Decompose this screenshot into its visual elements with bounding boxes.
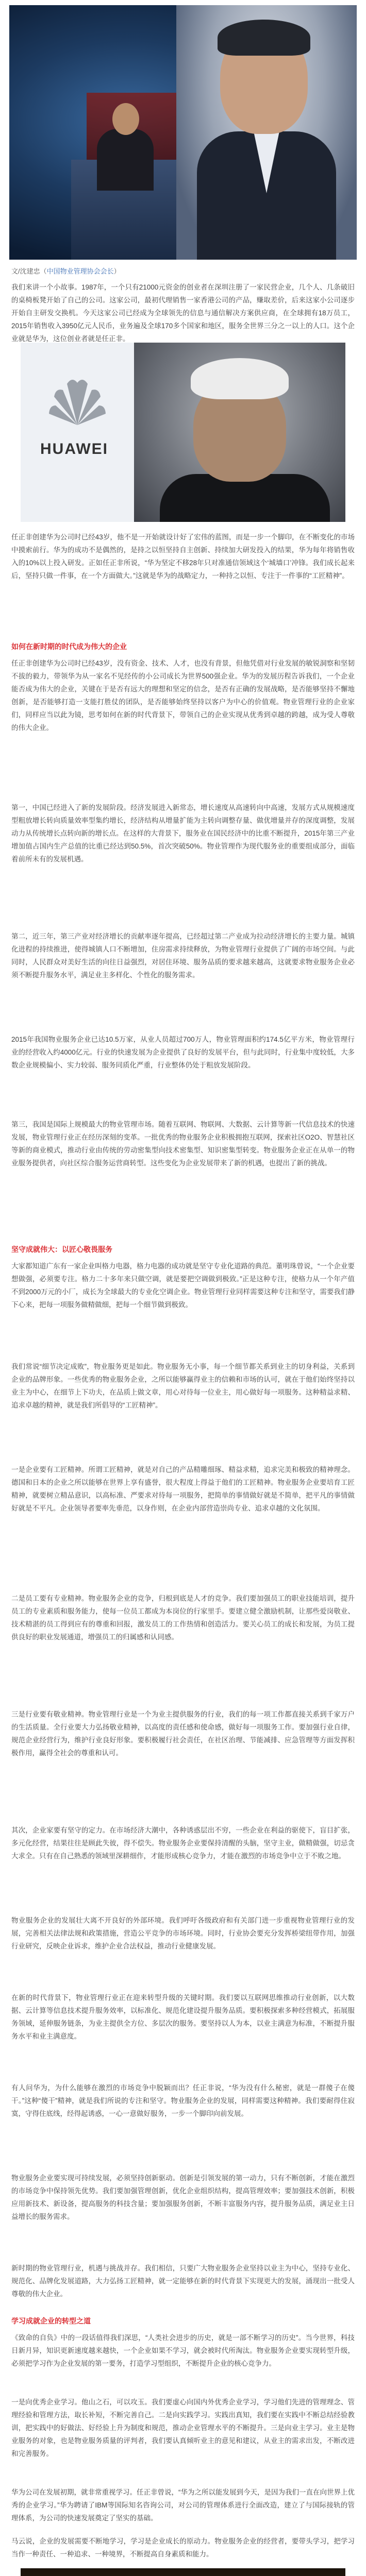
logo-area: [21, 343, 149, 522]
author-caption: [11, 266, 121, 276]
paragraph: 一是企业要有工匠精神。所谓工匠精神，就是对自己的产品精雕细琢、精益求精，追求完美和极致的精神理念。德国和日本的企业之所以能够在世界上享有盛誉，很大程度上得益于他们的工匠精神。物业服务企业要培育工匠精神，就要树立精品意识，以高标准、严要求对待每一项服务，把简单的事情做好就是不简单，把平凡的事情做好就是不平凡。企业领导者要率先垂范，以身作则，在企业内部营造崇尚专业、追求卓越的文化氛围。: [11, 1466, 355, 1512]
paragraph: 大家都知道广东有一家企业叫格力电器，格力电器的成功就是坚守专业化道路的典范。董明珠曾说，“一个企业要想做强，必须要专注。格力二十多年来只做空调，就是要把空调做到极致。”正是这种专注，使格力从一个年产值不到2000万元的小厂，成长为全球最大的专业化空调企业。物业管理行业同样需要这种专注和坚守，需要我们静下心来，把每一项服务做精做细，把每一个细节做到极致。: [11, 1262, 355, 1309]
paragraph: 新时期的物业管理行业，机遇与挑战并存。我们相信，只要广大物业服务企业坚持以业主为中心，坚持专业化、规范化、品牌化发展道路，大力弘扬工匠精神，就一定能够在新的时代背景下实现更大的发展，涌现出一批受人尊敬的伟大企业。: [11, 2264, 355, 2298]
portrait-hair: [218, 20, 310, 56]
paragraph: 三是行业要有敬业精神。物业管理行业是一个为业主提供服务的行业，我们的每一项工作都直接关系到千家万户的生活质量。全行业要大力弘扬敬业精神，以高度的责任感和使命感，做好每一项服务工作。要加强行业自律，规范企业经营行为，维护行业良好形象。要积极履行社会责任，在社区治理、节能减排、应急管理等方面发挥积极作用，赢得全社会的尊重和认可。: [11, 1710, 355, 1757]
paragraph: 我们常说“细节决定成败”，物业服务更是如此。物业服务无小事，每一个细节都关系到业主的切身利益，关系到企业的品牌形象。一些优秀的物业服务企业，之所以能够赢得业主的信赖和市场的认可，就在于他们始终坚持以业主为中心，在细节上下功夫，在品质上做文章，用心对待每一位业主，用心做好每一项服务。这种精益求精、追求卓越的精神，就是我们所倡导的“工匠精神”。: [11, 1363, 355, 1409]
author-org: 中国物业管理协会会长: [46, 267, 114, 275]
paragraph: 其次，企业家要有坚守的定力。在市场经济大潮中，各种诱惑层出不穷，一些企业在利益的驱使下，盲目扩张，多元化经营，结果往往是顾此失彼，得不偿失。物业服务企业要保持清醒的头脑，坚守主业，做精做强，切忌贪大求全。只有在自己熟悉的领域里深耕细作，才能形成核心竞争力，才能在激烈的市场竞争中立于不败之地。: [11, 1826, 355, 1860]
paragraph: 二是员工要有专业精神。物业服务企业的竞争，归根到底是人才的竞争。我们要加强员工的职业技能培训，提升员工的专业素质和服务能力，使每一位员工都成为本岗位的行家里手。要建立健全激励机制，让那些爱岗敬业、技术精湛的员工得到应有的尊重和回报，激发员工的工作热情和创造活力。要关心员工的成长和发展，为员工提供良好的职业发展通道，增强员工的归属感和认同感。: [11, 1595, 355, 1641]
huawei-photo: [21, 343, 345, 522]
author-suffix: ）: [113, 267, 121, 275]
paragraph: 任正非创建华为公司时已经43岁，没有资金、技术、人才，也没有背景，但他凭借对行业发展的敏锐洞察和坚韧不拔的毅力，带领华为从一家名不见经传的小公司成长为世界500强企业。华为的发展历程告诉我们，一个企业能否成为伟大的企业，关键在于是否有远大的理想和坚定的信念，是否有正确的发展战略，是否能够坚持不懈地创新，是否能够打造一支能打胜仗的团队，是否能够始终坚持以客户为中心的价值观。物业管理行业的企业家们，同样应当以此为镜，思考如何在新的时代背景下，带领自己的企业实现从优秀到卓越的跨越，成为受人尊敬的伟大企业。: [11, 659, 355, 732]
paragraph: 有人问华为，为什么能够在激烈的市场竞争中脱颖而出？任正非说，“华为没有什么秘密，就是一群傻子在傻干。”这种“傻干”精神，就是我们所说的专注和坚守。物业服务企业的发展，同样需要这种精神。我们要耐得住寂寞，守得住底线，经得起诱惑，一心一意做好服务，一步一个脚印向前发展。: [11, 2084, 355, 2117]
speaker-figure: [97, 129, 154, 191]
paragraph: 第一，中国已经进入了新的发展阶段。经济发展进入新常态，增长速度从高速转向中高速，发展方式从规模速度型粗放增长转向质量效率型集约增长，经济结构从增量扩能为主转向调整存量、做优增量并存的深度调整，发展动力从传统增长点转向新的增长点。在这样的大背景下，服务业在国民经济中的比重不断提升，2015年第三产业增加值占国内生产总值的比重已经达到50.5%，首次突破50%。物业管理作为现代服务业的重要组成部分，面临着前所未有的发展机遇。: [11, 804, 355, 863]
portrait-hair: [191, 358, 289, 399]
author-prefix: 文/沈建忠（: [11, 267, 47, 275]
paragraph: 在新的时代背景下，物业管理行业正在迎来转型升级的关键时期。我们要以互联网思维推动行业创新，以大数据、云计算等信息技术提升服务效率，以标准化、规范化建设提升服务品质。要积极探索多种经营模式，拓展服务领域，延伸服务链条，为业主提供全方位、多层次的服务。要坚持以人为本，以业主满意为标准，不断提升服务水平和业主满意度。: [11, 1994, 355, 2040]
paragraph: 华为公司在发展初期，就非常重视学习。任正非曾说，“华为之所以能发展到今天，是因为我们一直在向世界上优秀的企业学习。”华为聘请了IBM等国际知名咨询公司，对公司的管理体系进行全面改造，建立了与国际接轨的管理体系，为公司的快速发展奠定了坚实的基础。: [11, 2488, 355, 2522]
section-heading: 坚守成就伟大：以匠心敬畏服务: [11, 1245, 112, 1253]
hero-photo: [9, 5, 357, 260]
paragraph: 我们来讲一个小故事。1987年，一个只有21000元资金的创业者在深圳注册了一家民营企业，几个人、几条破旧的桌椅板凳开始了自己的公司。这家公司，最初代理销售一家香港公司的产品，赚取差价，后来这家小公司逐步开始自主研发交换机。今天这家公司已经成为全球领先的信息与通信解决方案供应商，在全球拥有18万员工，2015年销售收入3950亿元人民币，业务遍及全球170多个国家和地区，服务全世界三分之一以上的人口。这个企业就是华为，这位创业者就是任正非。: [11, 283, 355, 343]
section-heading: 如何在新时期的时代成为伟大的企业: [11, 642, 127, 651]
speaker-head: [112, 103, 139, 135]
huawei-logo-icon: [46, 374, 108, 430]
paragraph: 任正非创建华为公司时已经43岁，他不是一开始就设计好了宏伟的蓝图，而是一步一个脚印，在不断变化的市场中摸索前行。华为的成功不是偶然的，是持之以恒坚持自主创新、持续加大研发投入的结果，华为每年将销售收入的10%以上投入研发。正如任正非所说，“华为坚定不移28年只对准通信领域这个‘城墙口’冲锋。我们成长起来后，坚持只做一件事，在一个方面做大。”这就是华为的战略定力，一种持之以恒、专注于一件事的“工匠精神”。: [11, 533, 355, 580]
huawei-logo-text: HUAWEI: [40, 440, 108, 457]
sunset-silhouette-photo: [21, 2568, 345, 2576]
paragraph: 一是向优秀企业学习。他山之石，可以攻玉。我们要虚心向国内外优秀企业学习，学习他们先进的管理理念、管理经验和管理方法，取长补短，不断完善自己。二是向实践学习。实践出真知，我们要在实践中不断总结经验教训，把实践中的好做法、好经验上升为制度和规范，推动企业管理水平的不断提升。三是向业主学习。业主是物业服务的对象，也是物业服务质量的评判者，我们要认真倾听业主的意见和建议，从业主的需求出发，不断改进和完善服务。: [11, 2398, 355, 2458]
paragraph: 2015年我国物业服务企业已达10.5万家，从业人员超过700万人，物业管理面积约174.5亿平方米，物业管理行业的经营收入约4000亿元。行业的快速发展为企业提供了良好的发展平台，但与此同时，行业集中度较低，大多数企业规模偏小、实力较弱、服务同质化严重，行业整体仍处于粗放发展阶段。: [11, 1036, 355, 1069]
paragraph: 第二，近三年，第三产业对经济增长的贡献率逐年提高，已经超过第二产业成为拉动经济增长的主要力量。城镇化进程的持续推进，使得城镇人口不断增加，住房需求持续释放，为物业管理行业提供了广阔的市场空间。与此同时，人民群众对美好生活的向往日益强烈，对居住环境、服务品质的要求越来越高，这就要求物业服务企业必须不断提升服务水平，满足业主多样化、个性化的服务需求。: [11, 933, 355, 979]
paragraph: 物业服务企业要实现可持续发展，必须坚持创新驱动。创新是引领发展的第一动力，只有不断创新，才能在激烈的市场竞争中保持领先优势。我们要加强管理创新，优化企业组织结构，提高管理效率；要加强技术创新，积极应用新技术、新设备，提高服务的科技含量；要加强服务创新，不断丰富服务内容，提升服务品质，满足业主日益增长的服务需求。: [11, 2174, 355, 2221]
paragraph: 马云说，企业的发展需要不断地学习，学习是企业成长的原动力。物业服务企业的经营者，要带头学习，把学习当作一种责任、一种追求、一种境界，不断提高自身素质和能力。: [11, 2537, 355, 2558]
section-heading: 学习成就企业的转型之道: [11, 2317, 91, 2325]
paragraph: 《致命的自负》中的一段话值得我们深思，“人类社会进步的历史，就是一部不断学习的历史”。当今世界，科技日新月异，知识更新速度越来越快，一个企业如果不学习，就会被时代所淘汰。物业服务企业要实现转型升级，必须把学习作为企业发展的第一要务，打造学习型组织，不断提升企业的核心竞争力。: [11, 2334, 355, 2367]
paragraph: 第三，我国是国际上规模最大的物业管理市场。随着互联网、物联网、大数据、云计算等新一代信息技术的快速发展，物业管理行业正在经历深刻的变革。一批优秀的物业服务企业积极拥抱互联网，探索社区O2O、智慧社区等新的商业模式，推动行业由传统的劳动密集型向技术密集型、知识密集型转变。物业服务企业正在从单一的物业服务提供者，向社区综合服务运营商转型。这些变化为企业发展带来了新的机遇，也提出了新的挑战。: [11, 1121, 355, 1167]
portrait-inset: [176, 5, 357, 260]
paragraph: 物业服务企业的发展壮大离不开良好的外部环境。我们呼吁各级政府和有关部门进一步重视物业管理行业的发展，完善相关法律法规和政策措施，营造公平竞争的市场环境。同时，行业协会要充分发挥桥梁纽带作用，加强行业研究，反映企业诉求，维护企业合法权益，推动行业健康发展。: [11, 1917, 355, 1950]
